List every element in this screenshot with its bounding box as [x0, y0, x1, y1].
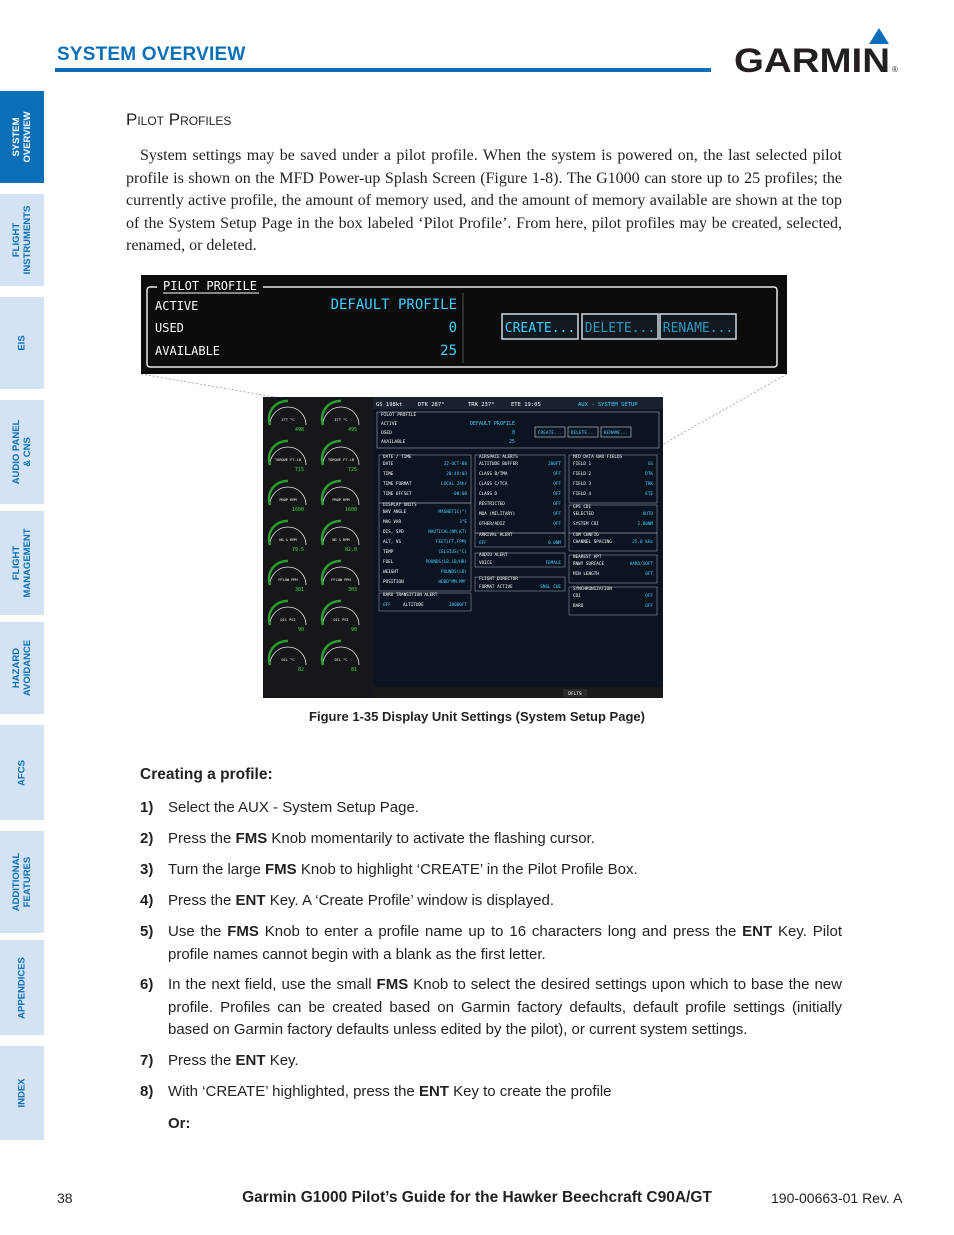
svg-text:OFF: OFF: [479, 541, 487, 546]
svg-text:1600: 1600: [291, 507, 304, 513]
svg-text:90: 90: [350, 627, 357, 633]
step-number: 8): [140, 1083, 154, 1100]
svg-text:FEMALE: FEMALE: [545, 561, 561, 566]
svg-text:AUTO: AUTO: [642, 512, 653, 517]
svg-text:MAG VAR: MAG VAR: [383, 520, 402, 525]
svg-text:CREATE...: CREATE...: [537, 431, 563, 436]
svg-text:DATE: DATE: [383, 462, 394, 467]
svg-text:22-OCT-08: 22-OCT-08: [443, 462, 467, 467]
procedure-step: [140, 974, 842, 1042]
svg-text:POUNDS(LB,LB/HR): POUNDS(LB,LB/HR): [425, 560, 467, 565]
tab-appendices[interactable]: APPENDICES: [0, 940, 44, 1035]
document-number: 190-00663-01 Rev. A: [771, 1190, 903, 1206]
pp-value-used: 0: [448, 320, 457, 336]
tab-eis[interactable]: EIS: [0, 297, 44, 389]
svg-text:CLASS B/TMA: CLASS B/TMA: [479, 472, 508, 477]
mfd-dtk: DTK 287°: [418, 402, 445, 408]
svg-text:SYNCHRONIZATION: SYNCHRONIZATION: [573, 587, 612, 592]
intro-paragraph: System settings may be saved under a pilot profile. When the system is powered on, the last selected pilot profile is shown on the MFD Power-up Splash Screen (Figure 1-8). The G1000 can store up to 25 profiles; the currently active profile, the amount of memory used, and the amount of memory available are shown at the top of the System Setup Page in the box labeled ‘Pilot Profile’. From here, pilot profiles may be created, selected, renamed, or deleted.: [126, 147, 842, 255]
procedure-step: [140, 890, 842, 913]
pp-create-button[interactable]: [502, 314, 578, 339]
svg-text:FIELD 2: FIELD 2: [573, 472, 592, 477]
svg-text:OIL °C: OIL °C: [281, 658, 295, 662]
mfd-softkey-dflts[interactable]: DFLTS: [568, 692, 582, 697]
svg-text:TIME FORMAT: TIME FORMAT: [383, 482, 412, 487]
svg-text:HDDD°MM.MM': HDDD°MM.MM': [438, 580, 467, 585]
svg-text:1600: 1600: [344, 507, 357, 513]
step-number: 3): [140, 861, 154, 878]
svg-text:FFLOW PPH: FFLOW PPH: [278, 578, 298, 582]
svg-text:RENAME...: RENAME...: [662, 321, 734, 336]
svg-text:498: 498: [294, 427, 304, 433]
svg-text:OFF: OFF: [645, 594, 653, 599]
svg-text:OFF: OFF: [553, 492, 561, 497]
step-text: Turn the large FMS Knob to highlight ‘CREATE’ in the Pilot Profile Box.: [168, 861, 638, 878]
tab-system-overview[interactable]: SYSTEM OVERVIEW: [0, 91, 44, 183]
procedure-step: [140, 797, 842, 820]
svg-text:TIME: TIME: [383, 472, 394, 477]
tab-afcs[interactable]: AFCS: [0, 725, 44, 820]
or-label: Or:: [168, 1115, 191, 1132]
procedure-step: [140, 1050, 842, 1073]
svg-text:DIS, SPD: DIS, SPD: [383, 530, 404, 535]
svg-text:PILOT PROFILE: PILOT PROFILE: [381, 413, 417, 418]
svg-text:81: 81: [350, 667, 357, 673]
svg-text:OIL °C: OIL °C: [334, 658, 348, 662]
svg-text:CDI: CDI: [573, 594, 581, 599]
svg-text:25: 25: [508, 439, 515, 445]
mfd-trk: TRK 237°: [468, 402, 495, 408]
svg-text:CELSIUS(°C): CELSIUS(°C): [438, 550, 467, 555]
tab-flight-instruments[interactable]: FLIGHT INSTRUMENTS: [0, 194, 44, 286]
svg-text:DISPLAY UNITS: DISPLAY UNITS: [383, 503, 417, 508]
svg-text:CLASS C/TCA: CLASS C/TCA: [479, 482, 508, 487]
svg-text:FIELD 4: FIELD 4: [573, 492, 592, 497]
svg-text:BARO: BARO: [573, 604, 584, 609]
svg-text:SELECTED: SELECTED: [573, 512, 594, 517]
svg-text:OIL PSI: OIL PSI: [280, 618, 296, 622]
procedure-step: [140, 859, 842, 882]
svg-text:TIME OFFSET: TIME OFFSET: [383, 492, 412, 497]
svg-text:495: 495: [347, 427, 357, 433]
svg-text:FIELD 1: FIELD 1: [573, 462, 592, 467]
pp-label-available: AVAILABLE: [155, 344, 221, 358]
svg-text:HARD/SOFT: HARD/SOFT: [629, 562, 653, 567]
svg-text:BARO TRANSITION ALERT: BARO TRANSITION ALERT: [383, 593, 438, 598]
svg-text:PROP RPM: PROP RPM: [279, 498, 297, 502]
figure-caption: Figure 1-35 Display Unit Settings (System Setup Page): [309, 709, 645, 724]
pp-value-active: DEFAULT PROFILE: [330, 297, 457, 313]
mfd-display: [263, 397, 663, 698]
step-text: With ‘CREATE’ highlighted, press the ENT Key to create the profile: [168, 1083, 612, 1100]
svg-text:3°E: 3°E: [459, 520, 467, 525]
svg-text:TORQUE FT-LB: TORQUE FT-LB: [275, 458, 301, 462]
svg-text:FORMAT ACTIVE: FORMAT ACTIVE: [479, 585, 513, 590]
svg-text:0.0NM: 0.0NM: [548, 541, 561, 546]
svg-text:TORQUE FT-LB: TORQUE FT-LB: [328, 458, 354, 462]
svg-text:CLASS D: CLASS D: [479, 492, 498, 497]
svg-text:82: 82: [297, 667, 304, 673]
pilot-profile-panel: [141, 275, 787, 374]
pp-value-available: 25: [440, 343, 457, 359]
svg-text:301: 301: [294, 587, 304, 593]
svg-text:GARMIN: GARMIN: [734, 42, 890, 76]
svg-text:DTK: DTK: [645, 472, 653, 477]
svg-text:SNGL CUE: SNGL CUE: [540, 585, 561, 590]
svg-text:79.5: 79.5: [291, 547, 304, 553]
svg-text:RESTRICTED: RESTRICTED: [479, 502, 505, 507]
svg-text:ALTITUDE: ALTITUDE: [403, 603, 424, 608]
mfd-page-title: AUX - SYSTEM SETUP: [578, 402, 638, 408]
procedure-step: [140, 1081, 842, 1104]
svg-text:TRK: TRK: [645, 482, 653, 487]
svg-text:MAGNETIC(°): MAGNETIC(°): [438, 510, 467, 515]
svg-text:VOICE: VOICE: [479, 561, 492, 566]
svg-text:-08:00: -08:00: [451, 492, 467, 497]
svg-text:AUDIO ALERT: AUDIO ALERT: [479, 553, 508, 558]
step-text: In the next field, use the small FMS Knob to select the desired settings upon which to base the new profile. Profiles can be created based on Garmin factory defaults, default profile settings (initially based on Garmin factory defaults unless edited by the pilot), or current system settings.: [168, 976, 842, 1038]
svg-text:OFF: OFF: [553, 502, 561, 507]
svg-text:NG % RPM: NG % RPM: [332, 538, 350, 542]
svg-text:FFLOW PPH: FFLOW PPH: [331, 578, 351, 582]
svg-text:ITT °C: ITT °C: [281, 418, 295, 422]
svg-text:FLIGHT DIRECTOR: FLIGHT DIRECTOR: [479, 577, 518, 582]
svg-text:ALTITUDE BUFFER: ALTITUDE BUFFER: [479, 462, 518, 467]
footer-title: Garmin G1000 Pilot’s Guide for the Hawker Beechcraft C90A/GT: [242, 1189, 712, 1206]
svg-text:SYSTEM CDI: SYSTEM CDI: [573, 522, 599, 527]
pp-label-used: USED: [155, 321, 184, 335]
step-text: Press the FMS Knob momentarily to activate the flashing cursor.: [168, 830, 595, 847]
mfd-ete: ETE 19:05: [511, 402, 541, 408]
svg-text:LOCAL 24hr: LOCAL 24hr: [441, 482, 467, 487]
pp-delete-button[interactable]: [582, 314, 658, 339]
step-number: 5): [140, 923, 154, 940]
svg-text:DATE / TIME: DATE / TIME: [383, 455, 412, 460]
tab-index[interactable]: INDEX: [0, 1046, 44, 1140]
svg-text:OFF: OFF: [553, 472, 561, 477]
step-number: 2): [140, 830, 154, 847]
procedure-title: Creating a profile:: [140, 766, 273, 783]
svg-text:MIN LENGTH: MIN LENGTH: [573, 572, 599, 577]
pilot-profile-screenshot: [141, 275, 787, 374]
svg-text:ACTIVE: ACTIVE: [381, 422, 398, 427]
page-number: 38: [57, 1190, 73, 1206]
step-text: Use the FMS Knob to enter a profile name up to 16 characters long and press the ENT Key. Pilot profile names cannot begin with a blank as the first letter.: [168, 923, 842, 963]
svg-text:RENAME...: RENAME...: [603, 431, 629, 436]
svg-text:GPS CDI: GPS CDI: [573, 505, 592, 510]
step-text: Press the ENT Key. A ‘Create Profile’ window is displayed.: [168, 892, 555, 909]
svg-text:FUEL: FUEL: [383, 560, 394, 565]
svg-text:20:49:03: 20:49:03: [446, 472, 467, 477]
svg-text:NAV ANGLE: NAV ANGLE: [383, 510, 407, 515]
svg-text:CREATE...: CREATE...: [504, 321, 576, 336]
svg-text:MOA (MILITARY): MOA (MILITARY): [479, 512, 516, 517]
tab-additional-features[interactable]: ADDITIONAL FEATURES: [0, 831, 44, 933]
svg-text:NG % RPM: NG % RPM: [279, 538, 297, 542]
svg-text:18000FT: 18000FT: [448, 603, 467, 608]
svg-text:NEAREST APT: NEAREST APT: [573, 555, 602, 560]
svg-text:OFF: OFF: [645, 604, 653, 609]
step-number: 4): [140, 892, 154, 909]
mfd-gs: GS 198kt: [376, 402, 403, 408]
svg-text:COM CONFIG: COM CONFIG: [573, 533, 599, 538]
pp-label-active: ACTIVE: [155, 299, 199, 313]
svg-text:CHANNEL SPACING: CHANNEL SPACING: [573, 540, 612, 545]
svg-text:DELETE...: DELETE...: [584, 321, 656, 336]
svg-text:25.0 kHz: 25.0 kHz: [632, 540, 653, 545]
mfd-system-setup-screenshot: [263, 397, 663, 698]
svg-text:ETE: ETE: [645, 492, 653, 497]
svg-text:ARRIVAL ALERT: ARRIVAL ALERT: [479, 533, 513, 538]
svg-text:AVAILABLE: AVAILABLE: [381, 440, 406, 445]
svg-text:725: 725: [347, 467, 357, 473]
svg-text:GS: GS: [647, 462, 653, 467]
svg-text:AIRSPACE ALERTS: AIRSPACE ALERTS: [479, 455, 518, 460]
svg-text:ITT °C: ITT °C: [334, 418, 348, 422]
pp-rename-button[interactable]: [660, 314, 736, 339]
svg-text:USED: USED: [381, 431, 392, 436]
svg-text:FEET(FT,FPM): FEET(FT,FPM): [435, 540, 467, 545]
svg-text:303: 303: [347, 587, 357, 593]
svg-text:0: 0: [511, 430, 515, 436]
tab-audio-panel-cns[interactable]: AUDIO PANEL & CNS: [0, 400, 44, 504]
svg-text:200FT: 200FT: [548, 462, 561, 467]
svg-text:FIELD 3: FIELD 3: [573, 482, 592, 487]
step-number: 1): [140, 799, 154, 816]
svg-text:ALT, VS: ALT, VS: [383, 540, 402, 545]
step-text: Press the ENT Key.: [168, 1052, 299, 1069]
svg-text:NAUTICAL(NM,KT): NAUTICAL(NM,KT): [428, 530, 467, 535]
svg-text:PROP RPM: PROP RPM: [332, 498, 350, 502]
svg-text:OFF: OFF: [553, 512, 561, 517]
svg-text:OFF: OFF: [553, 522, 561, 527]
svg-text:2.00NM: 2.00NM: [637, 522, 653, 527]
svg-text:POUNDS(LB): POUNDS(LB): [441, 570, 467, 575]
svg-text:OFF: OFF: [553, 482, 561, 487]
svg-text:715: 715: [294, 467, 304, 473]
svg-text:TEMP: TEMP: [383, 550, 394, 555]
svg-text:DELETE...: DELETE...: [570, 431, 596, 436]
svg-text:MFD DATA BAR FIELDS: MFD DATA BAR FIELDS: [573, 455, 623, 460]
svg-text:0FT: 0FT: [645, 572, 653, 577]
svg-text:RNWY SURFACE: RNWY SURFACE: [573, 562, 605, 567]
svg-text:OTHER/ADIZ: OTHER/ADIZ: [479, 522, 505, 527]
step-number: 6): [140, 976, 154, 993]
procedure-step: [140, 921, 842, 966]
svg-text:82.0: 82.0: [344, 547, 357, 553]
step-text: Select the AUX - System Setup Page.: [168, 799, 419, 816]
sub-heading: Pilot Profiles: [126, 110, 232, 129]
svg-text:90: 90: [297, 627, 304, 633]
svg-text:®: ®: [892, 65, 898, 74]
section-title: SYSTEM OVERVIEW: [57, 44, 246, 65]
svg-text:PILOT PROFILE: PILOT PROFILE: [163, 279, 257, 293]
svg-text:DEFAULT PROFILE: DEFAULT PROFILE: [469, 421, 515, 427]
step-number: 7): [140, 1052, 154, 1069]
tab-flight-management[interactable]: FLIGHT MANAGEMENT: [0, 511, 44, 615]
svg-text:WEIGHT: WEIGHT: [383, 570, 399, 575]
procedure-step: [140, 828, 842, 851]
svg-text:OFF: OFF: [383, 603, 391, 608]
svg-text:POSITION: POSITION: [383, 580, 404, 585]
tab-hazard-avoidance[interactable]: HAZARD AVOIDANCE: [0, 622, 44, 714]
svg-text:OIL PSI: OIL PSI: [333, 618, 349, 622]
